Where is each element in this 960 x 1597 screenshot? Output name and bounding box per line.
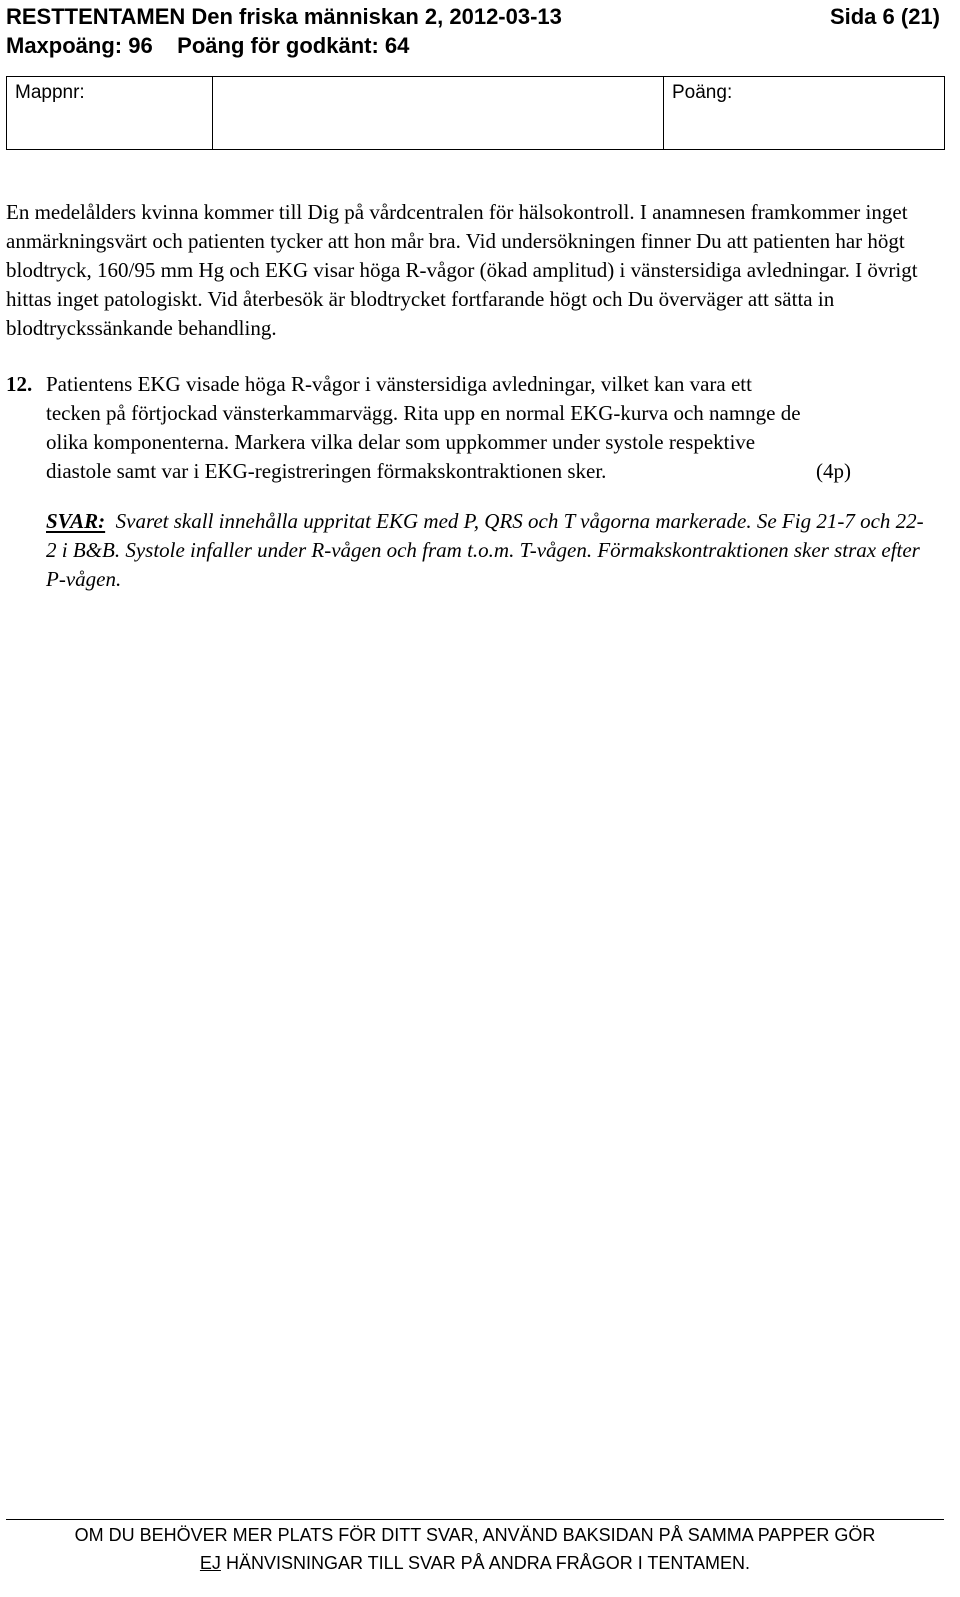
page-footer xyxy=(6,1521,944,1577)
blank-cell xyxy=(213,77,664,150)
question-line: Patientens EKG visade höga R-vågor i vänstersidiga avledningar, vilket kan vara ett xyxy=(46,372,752,396)
question-line xyxy=(46,457,926,486)
header-row-2 xyxy=(6,31,942,60)
question-12 xyxy=(6,370,926,483)
footer-divider xyxy=(6,1519,944,1520)
points-label: Poäng: xyxy=(672,82,733,103)
question-line-text: diastole samt var i EKG-registreringen förmakskontraktionen sker. xyxy=(46,459,607,483)
footer-line-1: OM DU BEHÖVER MER PLATS FÖR DITT SVAR, ANVÄND BAKSIDAN PÅ SAMMA PAPPER GÖR xyxy=(74,1525,876,1545)
max-points: Maxpoäng: 96 xyxy=(6,33,153,58)
page-header xyxy=(6,2,942,60)
folder-number-cell[interactable] xyxy=(7,77,213,150)
folder-number-label: Mappnr: xyxy=(15,82,85,103)
exam-title: RESTTENTAMEN Den friska människan 2, 2012-03-13 xyxy=(6,4,562,29)
page-number: Sida 6 (21) xyxy=(829,4,940,29)
pass-points: Poäng för godkänt: 64 xyxy=(177,33,410,58)
footer-emphasis: EJ xyxy=(199,1553,221,1573)
answer-label: SVAR: xyxy=(46,509,106,533)
footer-line-2: HÄNVISNINGAR TILL SVAR PÅ ANDRA FRÅGOR I TENTAMEN. xyxy=(220,1553,751,1573)
case-description: En medelålders kvinna kommer till Dig på vårdcentralen för hälsokontroll. I anamnesen framkommer inget anmärkningsvärt och patienten tycker att hon mår bra. Vid undersökningen finner Du att patienten har högt blodtryck, 160/95 mm Hg och EKG visar höga R-vågor (ökad amplitud) i vänstersidiga avledningar. I övrigt hittas inget patologiskt. Vid återbesök är blodtrycket fortfarande högt och Du överväger att sätta in blodtryckssänkande behandling. xyxy=(6,200,918,340)
question-points: (4p) xyxy=(816,459,851,483)
question-body xyxy=(46,370,926,486)
question-line: tecken på förtjockad vänsterkammarvägg. Rita upp en normal EKG-kurva och namnge de xyxy=(46,401,801,425)
answer-text: Svaret skall innehålla uppritat EKG med P, QRS och T vågorna markerade. Se Fig 21-7 och 22-2 i B&B. Systole infaller under R-vågen och fram t.o.m. T-vågen. Förmakskontraktionen sker strax efter P-vågen. xyxy=(46,509,924,591)
score-box xyxy=(6,76,945,150)
header-row-1 xyxy=(6,2,942,31)
question-line: olika komponenterna. Markera vilka delar som uppkommer under systole respektive xyxy=(46,430,756,454)
points-cell[interactable] xyxy=(664,77,945,150)
question-number: 12. xyxy=(6,372,33,396)
answer-block xyxy=(46,507,926,594)
